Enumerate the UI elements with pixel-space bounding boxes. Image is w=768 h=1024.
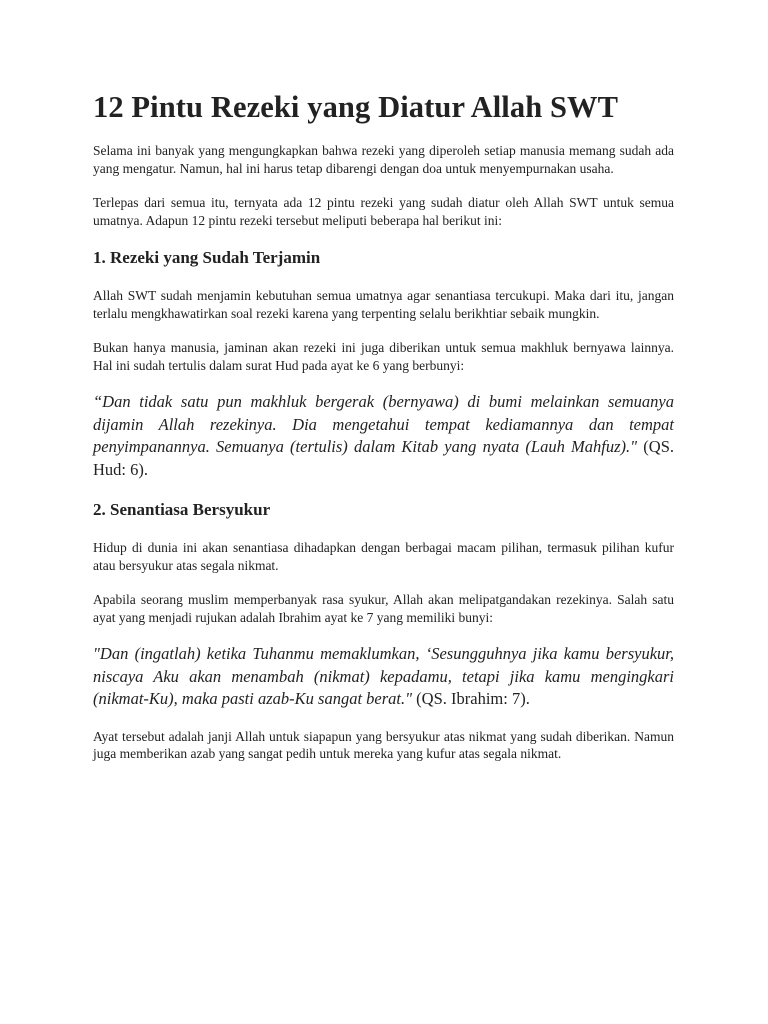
- section-1-paragraph-2: Bukan hanya manusia, jaminan akan rezeki ini juga diberikan untuk semua makhluk bernyawa lainnya. Hal ini sudah tertulis dalam surat Hud pada ayat ke 6 yang berbunyi:: [93, 340, 674, 373]
- section-2-paragraph-3: Ayat tersebut adalah janji Allah untuk siapapun yang bersyukur atas nikmat yang sudah diberikan. Namun juga memberikan azab yang sangat pedih untuk mereka yang kufur atas segala nikmat.: [93, 728, 674, 761]
- intro-paragraph-1: Selama ini banyak yang mengungkapkan bahwa rezeki yang diperoleh setiap manusia memang sudah ada yang mengatur. Namun, hal ini harus tetap dibarengi dengan doa untuk menyempurnakan usaha.: [93, 143, 674, 176]
- intro-paragraph-2: Terlepas dari semua itu, ternyata ada 12 pintu rezeki yang sudah diatur oleh Allah SWT untuk semua umatnya. Adapun 12 pintu rezeki tersebut meliputi beberapa hal berikut ini:: [93, 195, 674, 228]
- section-1-quote: [93, 391, 674, 481]
- section-1-heading: 1. Rezeki yang Sudah Terjamin: [93, 248, 321, 267]
- section-2-heading: 2. Senantiasa Bersyukur: [93, 500, 271, 519]
- section-1-paragraph-1: Allah SWT sudah menjamin kebutuhan semua umatnya agar senantiasa tercukupi. Maka dari itu, jangan terlalu mengkhawatirkan soal rezeki karena yang terpenting selalu berikhtiar sebaik mungkin.: [93, 288, 674, 321]
- section-2-paragraph-1: Hidup di dunia ini akan senantiasa dihadapkan dengan berbagai macam pilihan, termasuk pilihan kufur atau bersyukur atas segala nikmat.: [93, 540, 674, 573]
- document-page: [93, 86, 674, 780]
- section-2-quote: [93, 643, 674, 711]
- quote-citation: (QS. Hud: 6).: [93, 437, 675, 479]
- quote-text: “Dan tidak satu pun makhluk bergerak (bernyawa) di bumi melainkan semuanya dijamin Allah rezekinya. Dia mengetahui tempat kediamannya dan tempat penyimpanannya. Semuanya (tertulis) dalam Kitab yang nyata (Lauh Mahfuz).": [93, 392, 674, 456]
- page-title: 12 Pintu Rezeki yang Diatur Allah SWT: [93, 90, 619, 124]
- section-2-paragraph-2: Apabila seorang muslim memperbanyak rasa syukur, Allah akan melipatgandakan rezekinya. Salah satu ayat yang menjadi rujukan adalah Ibrahim ayat ke 7 yang memiliki bunyi:: [93, 592, 674, 625]
- quote-text: "Dan (ingatlah) ketika Tuhanmu memaklumkan, ‘Sesungguhnya jika kamu bersyukur, niscaya Aku akan menambah (nikmat) kepadamu, tetapi jika kamu mengingkari (nikmat-Ku), maka pasti azab-Ku sangat berat.": [93, 644, 674, 708]
- quote-citation: (QS. Ibrahim: 7).: [412, 689, 530, 708]
